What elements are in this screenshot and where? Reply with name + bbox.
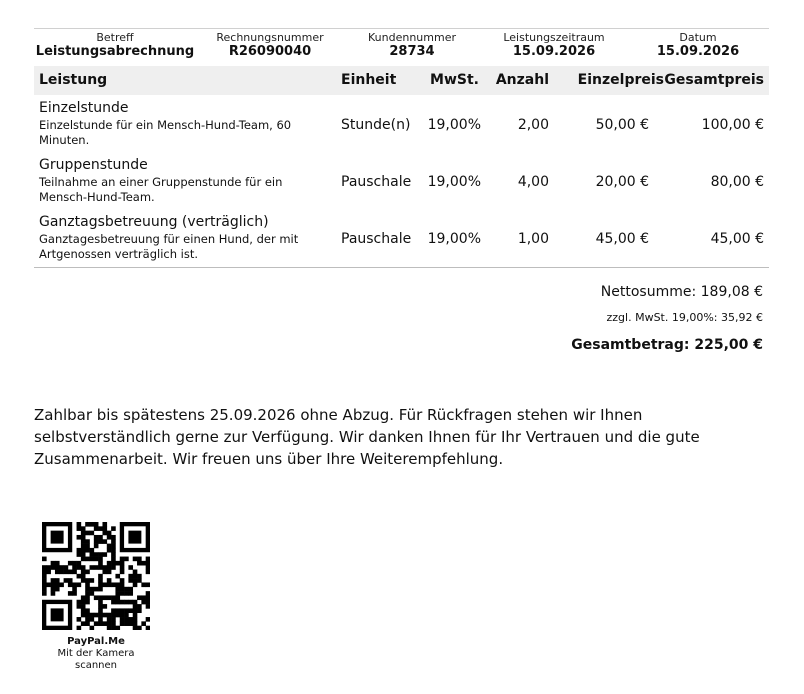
header-einzelpreis: Einzelpreis [577, 72, 664, 88]
meta-kundennummer [342, 31, 482, 60]
header-einheit: Einheit [341, 72, 397, 88]
meta-label: Betreff [96, 31, 134, 44]
meta-value: 15.09.2026 [656, 44, 740, 59]
cell-anzahl: 1,00 [517, 231, 549, 247]
qr-code-icon[interactable] [42, 522, 150, 630]
grand-total: Gesamtbetrag: 225,00 € [571, 337, 763, 353]
service-description: Einzelstunde für ein Mensch-Hund-Team, 60 Minuten. [39, 118, 292, 147]
meta-leistungszeitraum [484, 31, 624, 60]
service-table [34, 66, 769, 266]
table-divider [34, 267, 769, 268]
payment-note: Zahlbar bis spätestens 25.09.2026 ohne Abzug. Für Rückfragen stehen wir Ihnen selbstverständlich gerne zur Verfügung. Wir danken Ihnen für Ihr Vertrauen und die gute Zusammenarbeit. Wir freuen uns über Ihre Weiterempfehlung. [34, 406, 700, 468]
service-title: Gruppenstunde [39, 157, 148, 173]
table-row [34, 95, 769, 152]
cell-einzelpreis: 20,00 € [595, 174, 649, 190]
meta-label: Leistungszeitraum [503, 31, 605, 44]
qr-subtitle: Mit der Kamera scannen [57, 648, 135, 671]
meta-value: 15.09.2026 [512, 44, 596, 59]
cell-anzahl: 4,00 [517, 174, 549, 190]
invoice-meta [34, 28, 769, 63]
meta-value: R26090040 [228, 44, 312, 59]
header-anzahl: Anzahl [495, 72, 549, 88]
cell-gesamtpreis: 80,00 € [710, 174, 764, 190]
cell-mwst: 19,00% [427, 231, 481, 247]
table-header [34, 66, 769, 95]
header-leistung: Leistung [39, 72, 108, 88]
header-gesamtpreis: Gesamtpreis [664, 72, 764, 88]
meta-label: Rechnungsnummer [216, 31, 324, 44]
cell-anzahl: 2,00 [517, 117, 549, 133]
meta-label: Datum [679, 31, 717, 44]
qr-title: PayPal.Me [67, 636, 125, 647]
service-title: Ganztagsbetreuung (verträglich) [39, 214, 269, 230]
cell-gesamtpreis: 100,00 € [701, 117, 764, 133]
cell-einheit: Pauschale [341, 231, 412, 247]
cell-einzelpreis: 50,00 € [595, 117, 649, 133]
meta-betreff [34, 31, 196, 60]
meta-label: Kundennummer [368, 31, 456, 44]
cell-einheit: Stunde(n) [341, 117, 411, 133]
cell-einzelpreis: 45,00 € [595, 231, 649, 247]
header-mwst: MwSt. [430, 72, 479, 88]
service-description: Ganztagesbetreuung für einen Hund, der mit Artgenossen verträglich ist. [39, 232, 299, 261]
meta-rechnungsnummer [200, 31, 340, 60]
meta-value: Leistungsabrechnung [35, 44, 195, 59]
cell-mwst: 19,00% [427, 174, 481, 190]
vat-total: zzgl. MwSt. 19,00%: 35,92 € [606, 311, 763, 324]
cell-mwst: 19,00% [427, 117, 481, 133]
paypal-qr-block [40, 522, 152, 672]
meta-value: 28734 [389, 44, 435, 59]
table-row [34, 152, 769, 209]
service-description: Teilnahme an einer Gruppenstunde für ein Mensch-Hund-Team. [39, 175, 283, 204]
cell-gesamtpreis: 45,00 € [710, 231, 764, 247]
net-total: Nettosumme: 189,08 € [600, 284, 763, 300]
table-row [34, 209, 769, 266]
service-title: Einzelstunde [39, 100, 129, 116]
meta-datum [628, 31, 768, 60]
cell-einheit: Pauschale [341, 174, 412, 190]
